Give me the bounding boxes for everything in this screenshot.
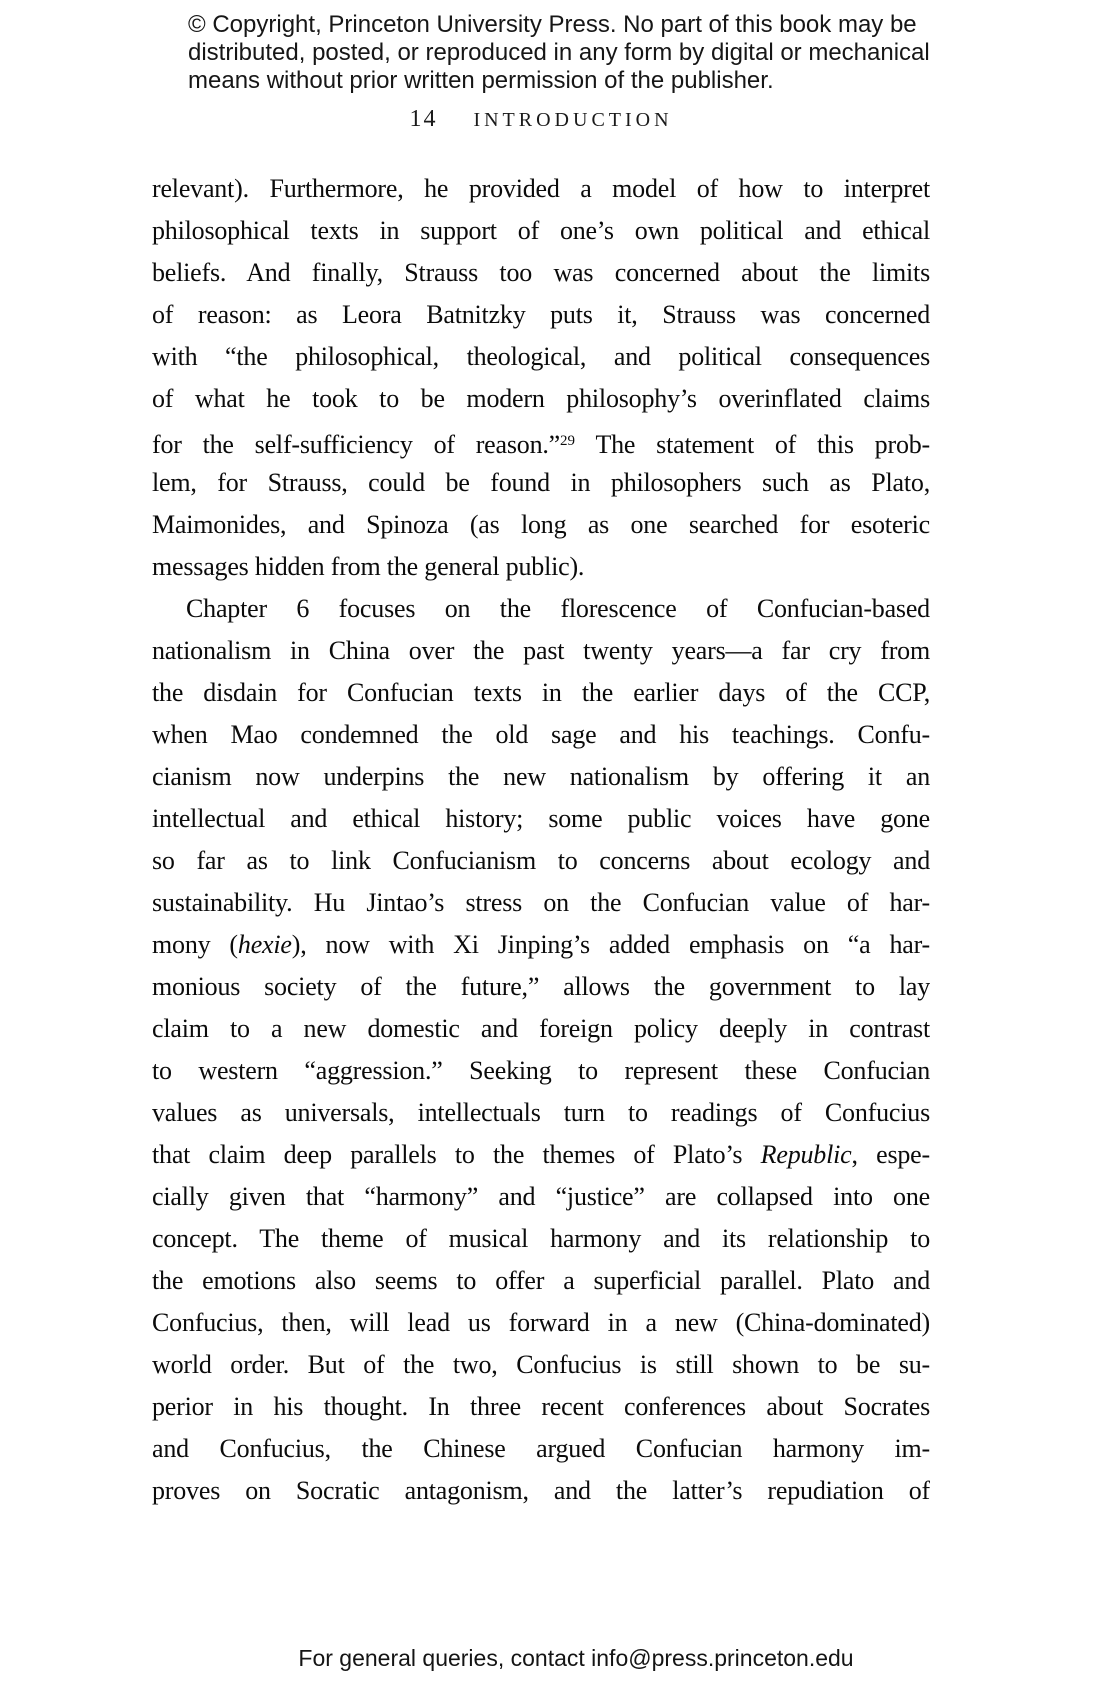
body-line xyxy=(152,1092,930,1134)
body-text-segment: of what he took to be modern philosophy’s overinflated claims xyxy=(152,384,930,413)
body-line xyxy=(152,1050,930,1092)
body-text-segment: monious society of the future,” allows the government to lay xyxy=(152,972,930,1001)
body-text-segment: Maimonides, and Spinoza (as long as one searched for esoteric xyxy=(152,510,930,539)
body-line xyxy=(152,1470,930,1512)
body-line xyxy=(152,924,930,966)
footnote-reference: 29 xyxy=(560,433,576,449)
body-text-segment: for the self-sufficiency of reason.” xyxy=(152,430,561,459)
body-text-segment: when Mao condemned the old sage and his teachings. Confu- xyxy=(152,720,930,749)
body-text-segment: and Confucius, the Chinese argued Confucian harmony im- xyxy=(152,1434,930,1463)
copyright-notice xyxy=(188,11,978,95)
body-line xyxy=(152,1260,930,1302)
body-text-segment: the disdain for Confucian texts in the earlier days of the CCP, xyxy=(152,678,930,707)
body-line xyxy=(152,630,930,672)
body-line xyxy=(152,504,930,546)
body-line xyxy=(152,1386,930,1428)
body-line xyxy=(152,1344,930,1386)
body-text-segment: mony ( xyxy=(152,930,238,959)
copyright-line: means without prior written permission of the publisher. xyxy=(188,67,774,94)
body-text-segment: Confucius, then, will lead us forward in a new (China-dominated) xyxy=(152,1308,930,1337)
body-line xyxy=(152,210,930,252)
body-text-segment: perior in his thought. In three recent conferences about Socrates xyxy=(152,1392,930,1421)
body-line xyxy=(152,1008,930,1050)
footer-text: For general queries, contact info@press.princeton.edu xyxy=(298,1645,854,1671)
body-text-segment: with “the philosophical, theological, and political consequences xyxy=(152,342,930,371)
body-text-segment: , espe- xyxy=(851,1140,930,1169)
body-line xyxy=(152,546,930,588)
body-line xyxy=(152,420,930,462)
body-text-segment: beliefs. And finally, Strauss too was concerned about the limits xyxy=(152,258,930,287)
body-line xyxy=(152,252,930,294)
body-text-segment: to western “aggression.” Seeking to represent these Confucian xyxy=(152,1056,930,1085)
running-head xyxy=(152,106,930,133)
body-text-segment: sustainability. Hu Jintao’s stress on the Confucian value of har- xyxy=(152,888,930,917)
body-text-segment: hexie xyxy=(237,930,292,959)
body-line xyxy=(152,1134,930,1176)
body-text-segment: messages hidden from the general public). xyxy=(152,552,585,581)
body-line xyxy=(152,336,930,378)
body-text-segment: nationalism in China over the past twenty years—a far cry from xyxy=(152,636,930,665)
body-text-segment: world order. But of the two, Confucius is still shown to be su- xyxy=(152,1350,930,1379)
body-line xyxy=(152,756,930,798)
body-text-segment: that claim deep parallels to the themes of Plato’s xyxy=(152,1140,761,1169)
body-text-segment: philosophical texts in support of one’s own political and ethical xyxy=(152,216,930,245)
body-line xyxy=(152,798,930,840)
body-line xyxy=(152,294,930,336)
body-text-segment: the emotions also seems to offer a superficial parallel. Plato and xyxy=(152,1266,930,1295)
body-text-segment: proves on Socratic antagonism, and the latter’s repudiation of xyxy=(152,1476,930,1505)
body-line xyxy=(152,462,930,504)
body-text xyxy=(152,168,930,1512)
chapter-title: INTRODUCTION xyxy=(473,109,673,131)
body-text-segment: cianism now underpins the new nationalism by offering it an xyxy=(152,762,930,791)
body-line xyxy=(152,966,930,1008)
body-text-segment: intellectual and ethical history; some public voices have gone xyxy=(152,804,930,833)
body-line xyxy=(152,672,930,714)
body-text-segment: values as universals, intellectuals turn to readings of Confucius xyxy=(152,1098,930,1127)
body-line xyxy=(152,1218,930,1260)
body-line xyxy=(152,1176,930,1218)
body-line xyxy=(152,378,930,420)
footer-queries xyxy=(0,1645,1100,1672)
body-text-segment: The statement of this prob- xyxy=(575,430,930,459)
body-text-segment: of reason: as Leora Batnitzky puts it, Strauss was concerned xyxy=(152,300,930,329)
body-line xyxy=(152,882,930,924)
body-line xyxy=(152,840,930,882)
body-line xyxy=(152,588,930,630)
body-text-segment: so far as to link Confucianism to concerns about ecology and xyxy=(152,846,930,875)
body-text-segment: relevant). Furthermore, he provided a model of how to interpret xyxy=(152,174,930,203)
body-text-segment: lem, for Strauss, could be found in philosophers such as Plato, xyxy=(152,468,930,497)
body-text-segment: Republic xyxy=(760,1140,852,1169)
copyright-line: distributed, posted, or reproduced in any form by digital or mechanical xyxy=(188,39,930,66)
body-text-segment: ), now with Xi Jinping’s added emphasis on “a har- xyxy=(291,930,930,959)
copyright-line: © Copyright, Princeton University Press. No part of this book may be xyxy=(188,11,917,38)
body-line xyxy=(152,168,930,210)
body-text-segment: Chapter 6 focuses on the florescence of Confucian-based xyxy=(186,594,930,623)
body-text-segment: claim to a new domestic and foreign policy deeply in contrast xyxy=(152,1014,930,1043)
body-line xyxy=(152,714,930,756)
body-text-segment: cially given that “harmony” and “justice” are collapsed into one xyxy=(152,1182,930,1211)
page-number: 14 xyxy=(409,106,438,132)
body-text-segment: concept. The theme of musical harmony and its relationship to xyxy=(152,1224,930,1253)
body-line xyxy=(152,1428,930,1470)
body-line xyxy=(152,1302,930,1344)
